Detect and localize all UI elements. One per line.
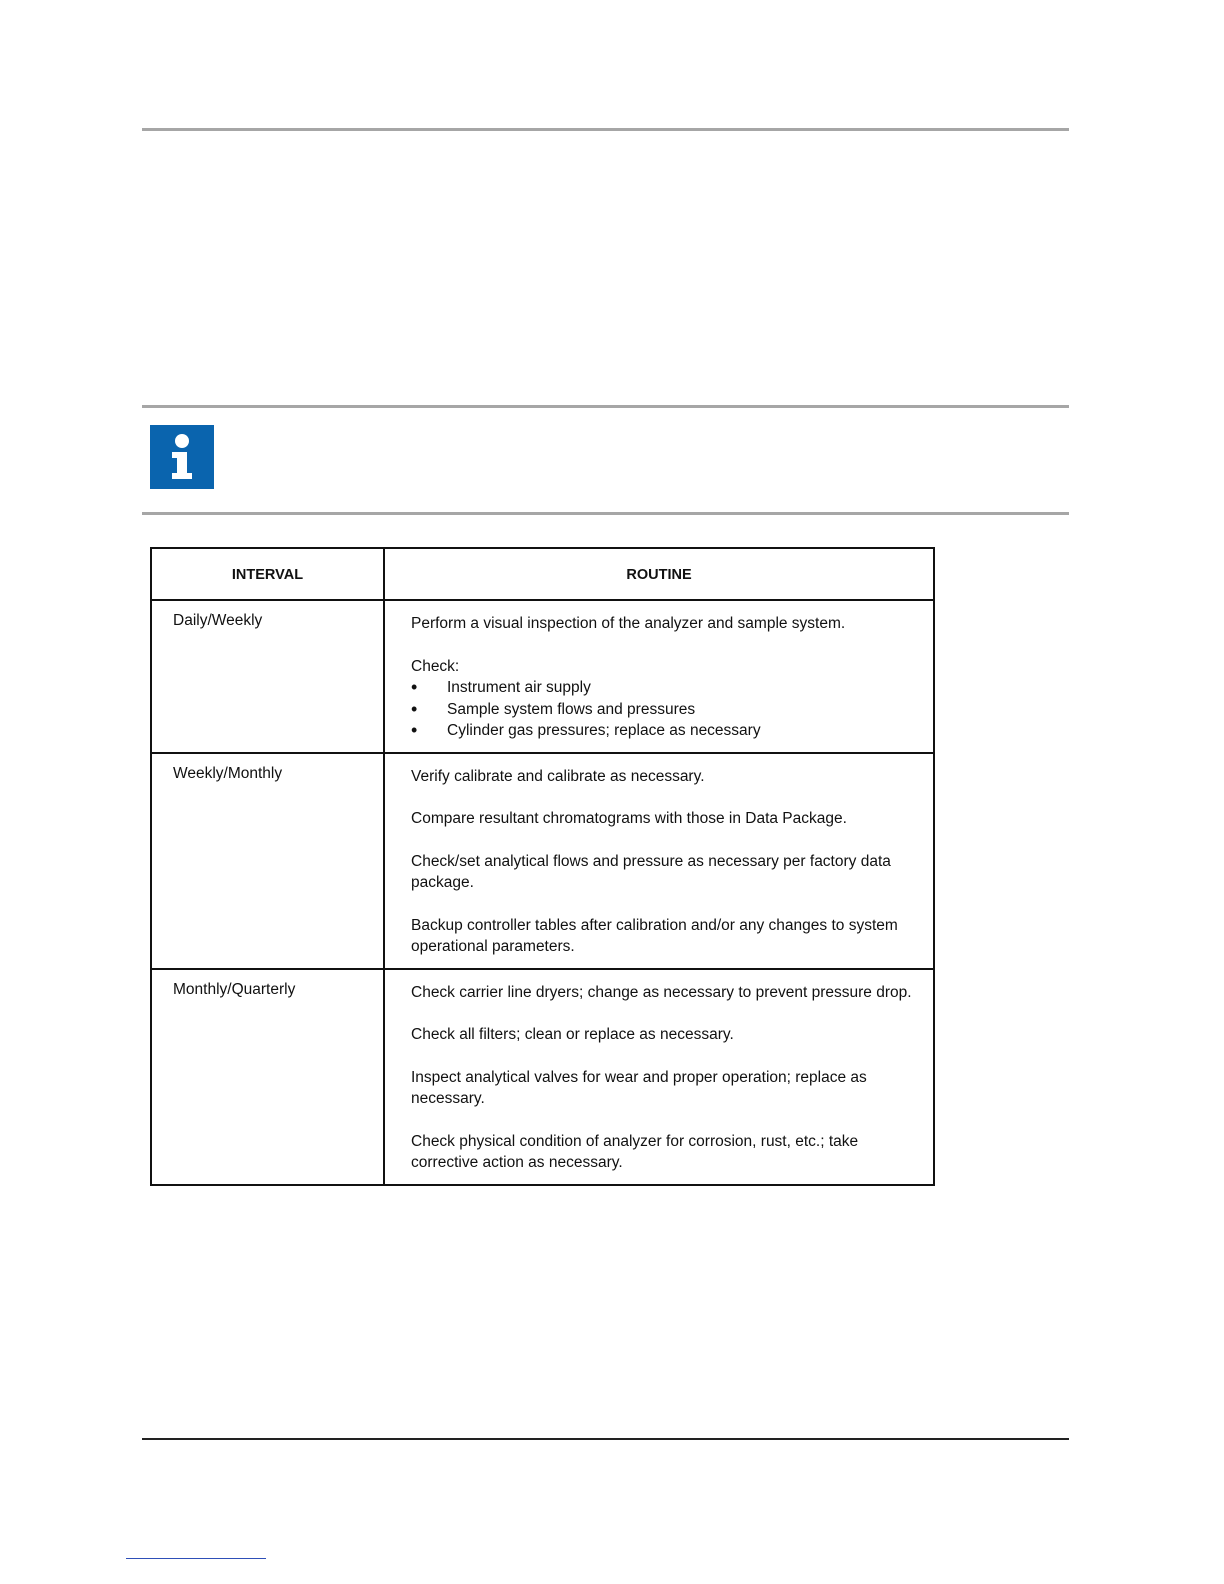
interval-cell: Daily/Weekly [151,600,384,753]
interval-cell: Monthly/Quarterly [151,969,384,1185]
footer-rule [142,1438,1069,1440]
check-list [411,677,921,742]
routine-paragraph: Check carrier line dryers; change as necessary to prevent pressure drop. [411,983,912,1001]
routine-paragraph: Backup controller tables after calibration and/or any changes to system operational parameters. [411,916,898,955]
note-bottom-rule [142,512,1069,515]
table-row [151,600,934,753]
routine-paragraph: Check physical condition of analyzer for corrosion, rust, etc.; take corrective action as necessary. [411,1132,859,1171]
routine-paragraph: Perform a visual inspection of the analyzer and sample system. [411,615,846,632]
routine-paragraph: Compare resultant chromatograms with those in Data Package. [411,810,847,827]
table-header-row [151,548,934,600]
routine-cell [384,753,934,969]
table-row [151,753,934,969]
routine-paragraph: Check/set analytical flows and pressure as necessary per factory data package. [411,852,891,891]
routine-paragraph: Verify calibrate and calibrate as necessary. [411,767,705,785]
routine-cell [384,969,934,1185]
list-item: • Cylinder gas pressures; replace as necessary [411,720,921,742]
list-item: • Instrument air supply [411,677,921,699]
footer-link-underline[interactable] [126,1558,266,1559]
routine-paragraph: Check all filters; clean or replace as necessary. [411,1026,734,1043]
info-icon [150,425,214,489]
table-row [151,969,934,1185]
header-rule [142,128,1069,131]
routine-paragraph: Check: [411,657,460,675]
interval-cell: Weekly/Monthly [151,753,384,969]
list-item: • Sample system flows and pressures [411,699,921,721]
maintenance-schedule-table [150,547,935,1186]
note-top-rule [142,405,1069,408]
routine-paragraph: Inspect analytical valves for wear and proper operation; replace as necessary. [411,1068,867,1107]
routine-cell [384,600,934,753]
routine-column-header: ROUTINE [384,548,934,600]
interval-column-header: INTERVAL [151,548,384,600]
